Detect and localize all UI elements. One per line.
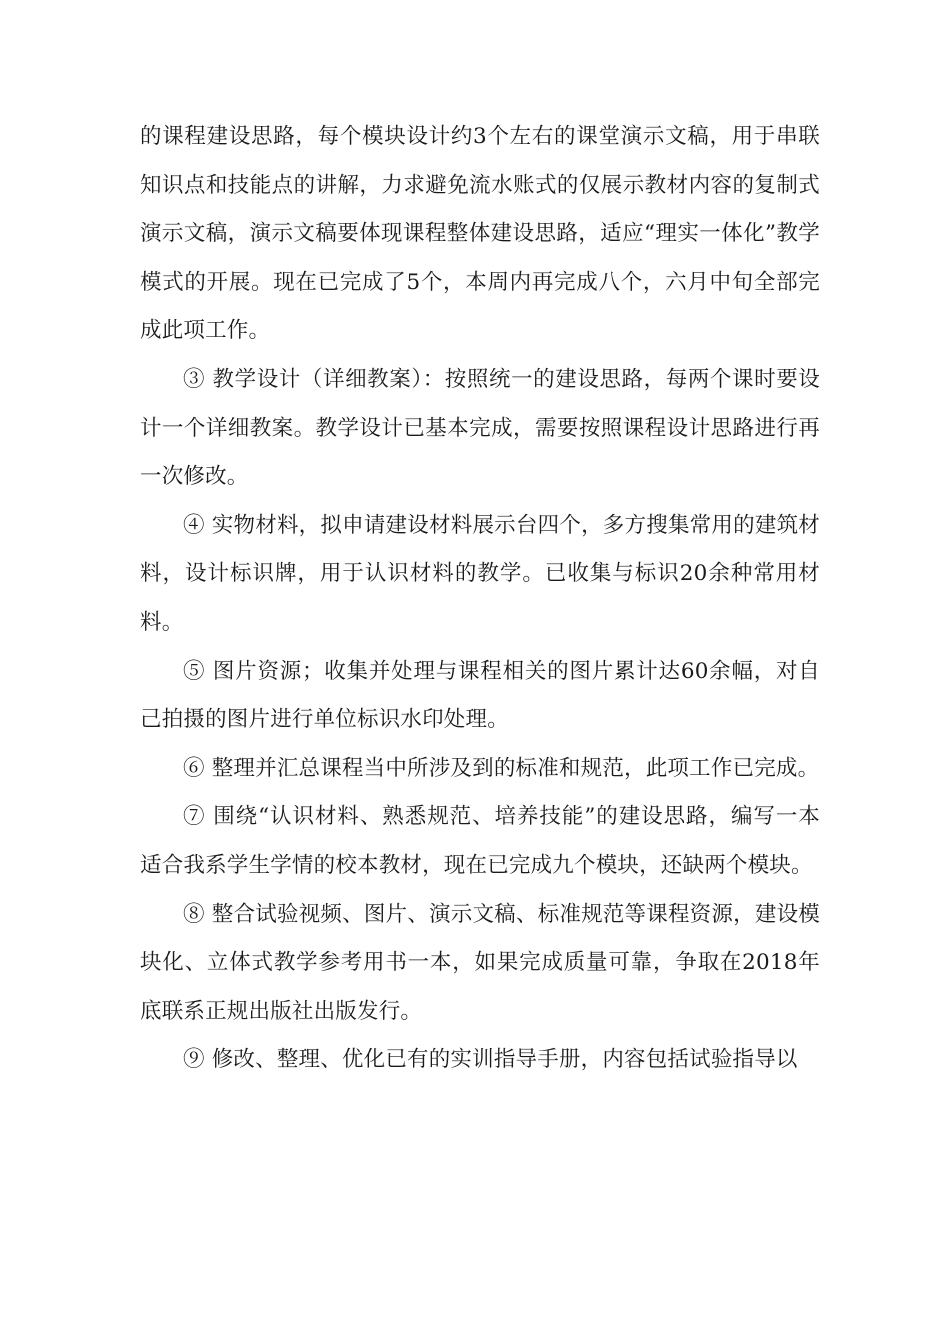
paragraph-course-slides: 的课程建设思路，每个模块设计约3个左右的课堂演示文稿，用于串联知识点和技能点的讲解，力求避免流水账式的仅展示教材内容的复制式演示文稿，演示文稿要体现课程整体建设思路，适应“理实一体化”教学模式的开展。现在已完成了5个，本周内再完成八个，六月中旬全部完成此项工作。 [140,124,820,344]
paragraph-training-manual: ⑨ 修改、整理、优化已有的实训指导手册，内容包括试验指导以 [183,1047,798,1073]
paragraph-image-resources: ⑤ 图片资源；收集并处理与课程相关的图片累计达60余幅，对自己拍摄的图片进行单位标识水印处理。 [140,658,820,733]
document-body [140,113,820,1085]
paragraph-teaching-design: ③ 教学设计（详细教案）：按照统一的建设思路，每两个课时要设计一个详细教案。教学设计已基本完成，需要按照课程设计思路进行再一次修改。 [140,366,820,490]
paragraph-reference-book: ⑧ 整合试验视频、图片、演示文稿、标准规范等课程资源，建设模块化、立体式教学参考用书一本，如果完成质量可靠，争取在2018年底联系正规出版社出版发行。 [140,901,820,1024]
paragraph-standards: ⑥ 整理并汇总课程当中所涉及到的标准和规范，此项工作已完成。 [183,755,820,781]
paragraph-physical-materials: ④ 实物材料，拟申请建设材料展示台四个，多方搜集常用的建筑材料，设计标识牌，用于认识材料的教学。已收集与标识20余种常用材料。 [140,512,820,635]
paragraph-school-textbook: ⑦ 围绕“认识材料、熟悉规范、培养技能”的建设思路，编写一本适合我系学生学情的校本教材，现在已完成九个模块，还缺两个模块。 [140,804,820,878]
